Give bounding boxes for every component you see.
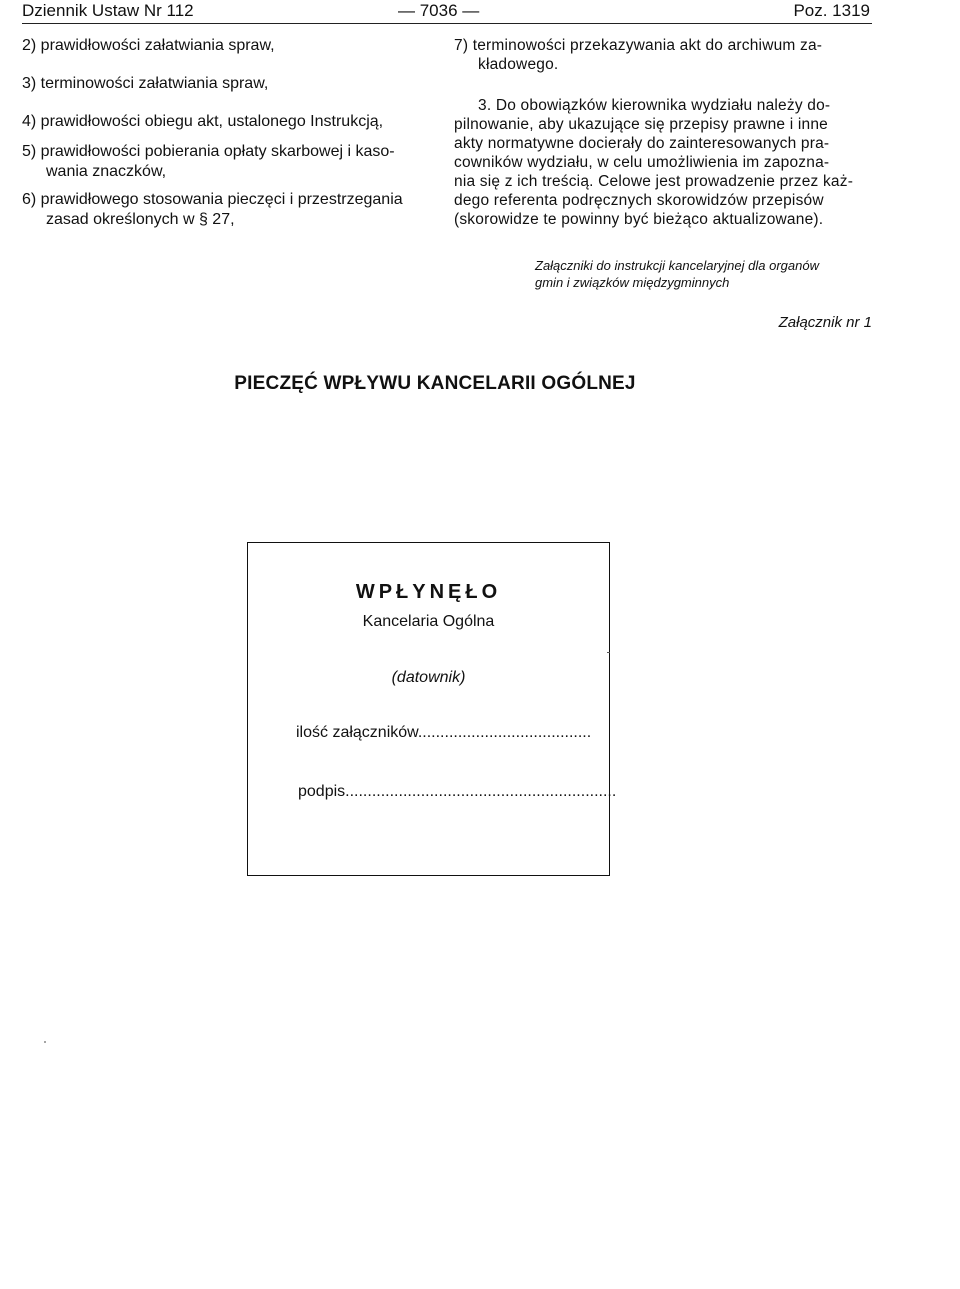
- list-item: [22, 190, 442, 230]
- scan-speck: [44, 1041, 46, 1043]
- paragraph-line: nia się z ich treścią. Celowe jest prowadzenie przez każ-: [454, 173, 854, 190]
- list-item-text: 6) prawidłowego stosowania pieczęci i przestrzegania: [22, 191, 403, 208]
- list-item-continuation-text: kładowego.: [478, 56, 559, 73]
- stamp-box: [247, 542, 617, 876]
- list-item: [22, 142, 442, 182]
- list-item-text: 2) prawidłowości załatwiania spraw,: [22, 37, 275, 54]
- appendix-note-line: gmin i związków międzygminnych: [535, 275, 730, 290]
- paragraph-line: dego referenta podręcznych skorowidzów przepisów: [454, 192, 824, 209]
- list-item-continuation: wania znaczków,: [46, 163, 167, 180]
- header-rule: [22, 23, 872, 24]
- stamp-signature-field: podpis.............................................................: [298, 783, 617, 800]
- stamp-office: Kancelaria Ogólna: [362, 613, 495, 630]
- list-item-text: 5) prawidłowości pobierania opłaty skarbowej i kaso-: [22, 143, 395, 160]
- page-header: [0, 0, 960, 24]
- position-number: Poz. 1319: [793, 1, 870, 20]
- journal-title: Dziennik Ustaw Nr 112: [22, 1, 194, 20]
- list-item: [22, 112, 442, 132]
- annex-label: Załącznik nr 1: [778, 314, 872, 331]
- appendix-note: [535, 257, 872, 291]
- appendix-note-line: Załączniki do instrukcji kancelaryjnej dla organów: [535, 258, 819, 273]
- stamp-title: PIECZĘĆ WPŁYWU KANCELARII OGÓLNEJ: [234, 373, 636, 394]
- stamp-date-label: (datownik): [391, 669, 466, 686]
- paragraph-line: pilnowanie, aby ukazujące się przepisy prawne i inne: [454, 116, 828, 133]
- list-item: [22, 36, 442, 56]
- list-item: [22, 74, 442, 94]
- stamp-attachments-field: ilość załączników.......................................: [296, 724, 592, 741]
- paragraph-line: cowników wydziału, w celu umożliwienia im zapozna-: [454, 154, 830, 171]
- list-item-continuation: zasad określonych w § 27,: [46, 211, 235, 228]
- scan-speck: [607, 652, 610, 653]
- paragraph-line: 3. Do obowiązków kierownika wydziału należy do-: [478, 97, 831, 114]
- paragraph-line: (skorowidze te powinny być bieżąco aktualizowane).: [454, 211, 824, 228]
- list-item: [454, 36, 872, 55]
- stamp-heading: WPŁYNĘŁO: [355, 581, 502, 603]
- page-number: — 7036 —: [398, 1, 480, 20]
- list-item-continuation: [454, 55, 872, 74]
- list-item-text: 3) terminowości załatwiania spraw,: [22, 75, 269, 92]
- list-item-text: 7) terminowości przekazywania akt do archiwum za-: [454, 37, 823, 54]
- list-item-text: 4) prawidłowości obiegu akt, ustalonego Instrukcją,: [22, 113, 384, 130]
- paragraph-line: akty normatywne docierały do zainteresowanych pra-: [454, 135, 830, 152]
